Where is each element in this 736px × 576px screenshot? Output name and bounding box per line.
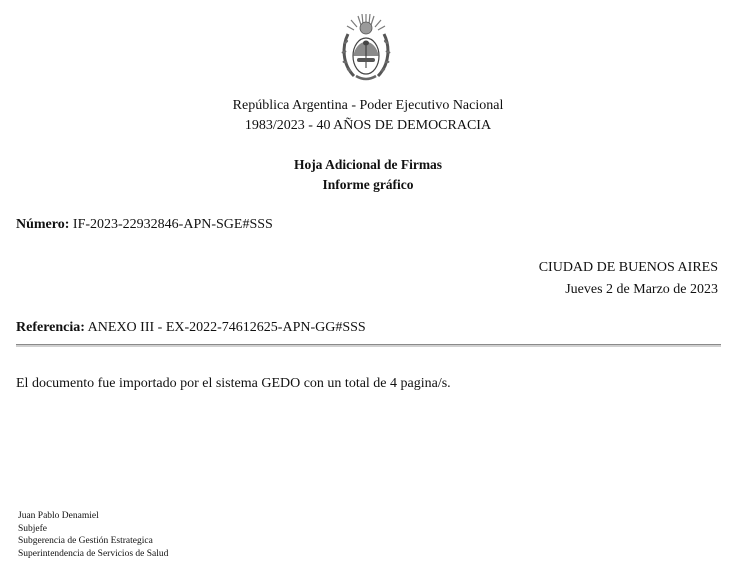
argentina-coat-of-arms-icon: [338, 12, 394, 86]
header-line-2: 1983/2023 - 40 AÑOS DE DEMOCRACIA: [244, 118, 492, 133]
signer-department: Subgerencia de Gestión Estrategica: [18, 536, 153, 546]
numero-value: IF-2023-22932846-APN-SGE#SSS: [72, 217, 273, 232]
referencia-row: [16, 319, 366, 337]
header-line-1: República Argentina - Poder Ejecutivo Nacional: [232, 98, 504, 113]
referencia-value: ANEXO III - EX-2022-74612625-APN-GG#SSS: [87, 320, 366, 335]
signer-organization: Superintendencia de Servicios de Salud: [18, 548, 169, 559]
location: CIUDAD DE BUENOS AIRES: [538, 260, 718, 275]
divider: [16, 344, 721, 347]
signature-block: [18, 510, 168, 560]
numero-row: [16, 216, 273, 234]
document-subtitle: Informe gráfico: [322, 177, 414, 192]
signer-role: Subjefe: [18, 523, 48, 534]
document-date: Jueves 2 de Marzo de 2023: [565, 282, 718, 297]
numero-label: Número:: [16, 217, 70, 232]
document-title: Hoja Adicional de Firmas: [293, 157, 443, 172]
referencia-label: Referencia:: [16, 320, 85, 335]
body-text: El documento fue importado por el sistema GEDO con un total de 4 pagina/s.: [16, 376, 451, 391]
signer-name: Juan Pablo Denamiel: [18, 511, 99, 521]
